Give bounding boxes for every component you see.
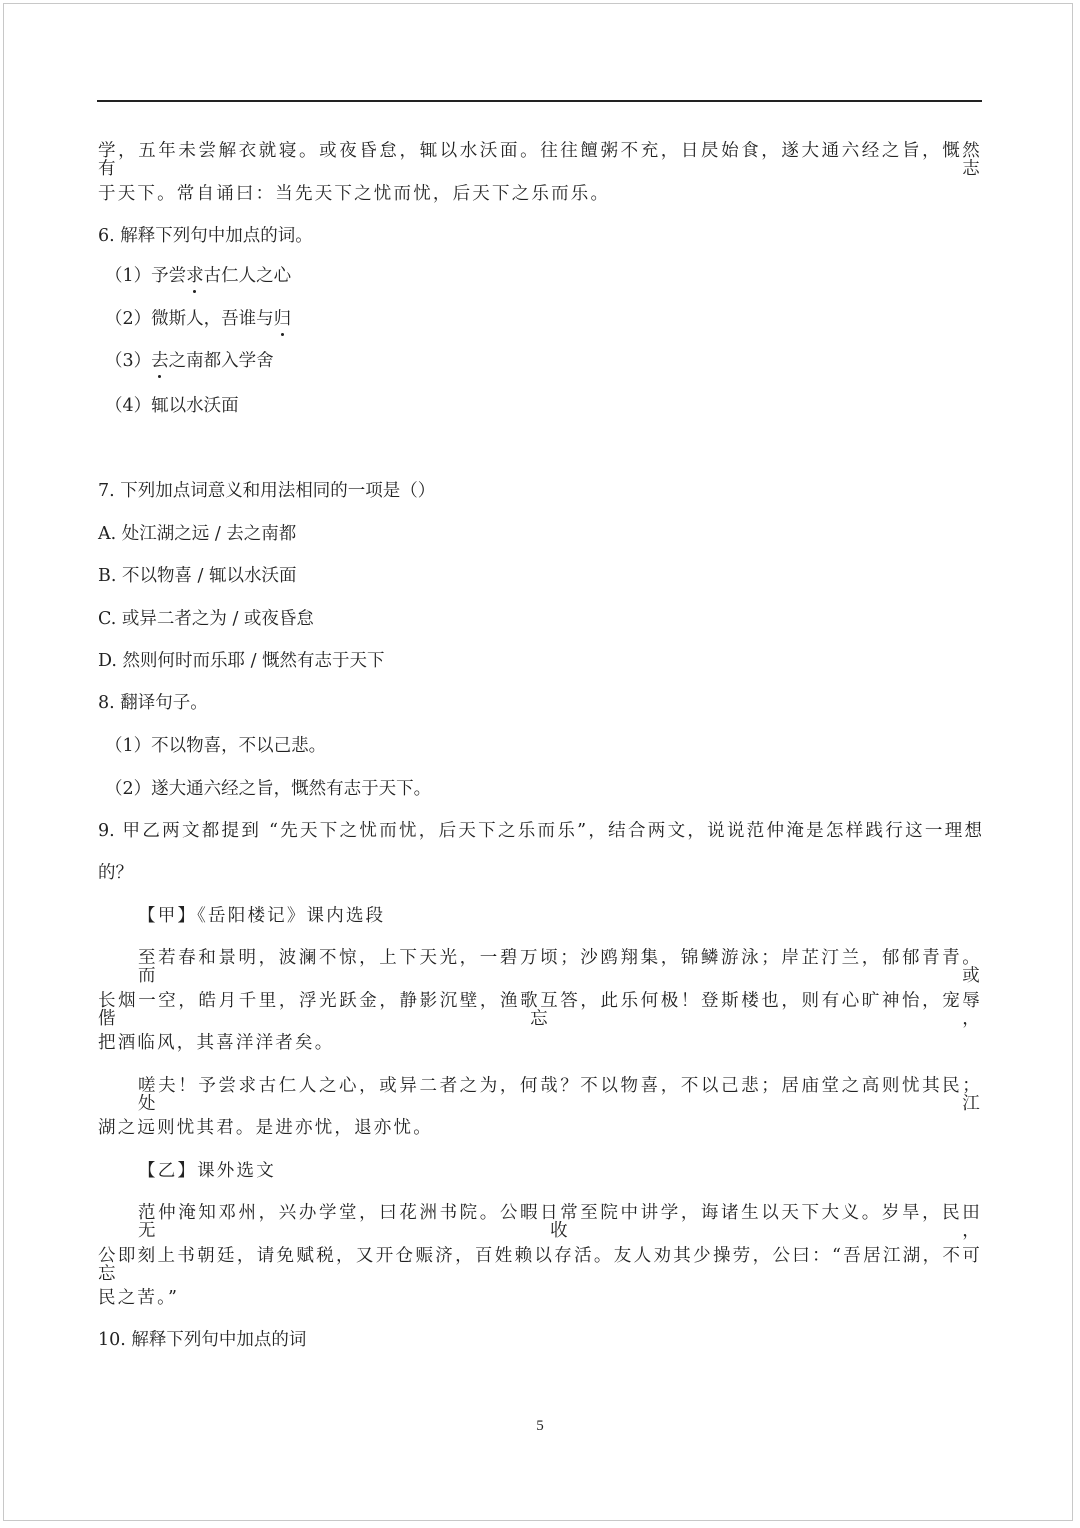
dotted-word: 求 [186, 266, 204, 286]
passage-yi-line-3: 民之苦。” [98, 1288, 180, 1308]
question-6-stem: 6. 解释下列句中加点的词。 [98, 226, 313, 246]
passage-jia-p1-line-1: 至若春和景明，波澜不惊，上下天光，一碧万顷；沙鸥翔集，锦鳞游泳；岸芷汀兰，郁郁青青。而或 [138, 948, 982, 986]
item-text-pre: 予尝 [151, 266, 187, 286]
question-7-option-b: B. 不以物喜 / 辄以水沃面 [98, 566, 297, 586]
item-number: （2） [105, 309, 152, 329]
question-6-item-1 [105, 268, 291, 286]
question-8-item-2: （2）遂大通六经之旨，慨然有志于天下。 [105, 779, 432, 799]
question-7-option-d: D. 然则何时而乐耶 / 慨然有志于天下 [98, 651, 385, 671]
question-6-item-3 [105, 353, 274, 371]
item-number: （1） [105, 266, 152, 286]
passage-continued-line-1: 学，五年未尝解衣就寝。或夜昏怠，辄以水沃面。往往饘粥不充，日昃始食，遂大通六经之旨，慨然有志 [98, 141, 982, 179]
question-7-stem: 7. 下列加点词意义和用法相同的一项是（） [98, 481, 436, 501]
passage-yi-line-2: 公即刻上书朝廷，请免赋税，又开仓赈济，百姓赖以存活。友人劝其少操劳，公曰：“吾居江湖，不可忘 [98, 1246, 982, 1284]
passage-jia-p2-line-1: 嗟夫！予尝求古仁人之心，或异二者之为，何哉？不以物喜，不以己悲；居庙堂之高则忧其民；处江 [138, 1076, 982, 1114]
question-8-item-1: （1）不以物喜，不以己悲。 [105, 736, 327, 756]
item-text-post: 之南都入学舍 [168, 351, 274, 371]
question-7-option-c: C. 或异二者之为 / 或夜昏怠 [98, 609, 314, 629]
dotted-word: 归 [273, 309, 292, 329]
page-number: 5 [536, 1418, 544, 1434]
question-6-item-2 [105, 311, 291, 329]
question-7-option-a: A. 处江湖之远 / 去之南都 [98, 524, 297, 544]
item-text-post: 古仁人之心 [203, 266, 292, 286]
dotted-word: 去 [151, 351, 169, 371]
question-10-stem: 10. 解释下列句中加点的词 [98, 1330, 307, 1350]
item-text-pre: 微斯人，吾谁与 [151, 309, 274, 329]
item-number: （3） [105, 351, 152, 371]
passage-yi-line-1: 范仲淹知邓州，兴办学堂，曰花洲书院。公暇日常至院中讲学，诲诸生以天下大义。岁旱，民田无收， [138, 1203, 982, 1241]
passage-jia-p1-line-2: 长烟一空，皓月千里，浮光跃金，静影沉壁，渔歌互答，此乐何极！登斯楼也，则有心旷神怡，宠辱偕忘， [98, 991, 982, 1029]
question-9-stem-line-2: 的？ [98, 863, 133, 883]
passage-jia-p2-line-2: 湖之远则忧其君。是进亦忧，退亦忧。 [98, 1118, 433, 1138]
item-number: （4） [105, 396, 152, 416]
question-6-item-4 [105, 398, 239, 416]
passage-yi-heading: 【乙】课外选文 [138, 1161, 276, 1181]
passage-continued-line-2: 于天下。常自诵曰：当先天下之忧而忧，后天下之乐而乐。 [98, 184, 611, 204]
question-8-stem: 8. 翻译句子。 [98, 693, 208, 713]
header-rule [97, 100, 982, 102]
passage-jia-heading: 【甲】《岳阳楼记》课内选段 [138, 906, 386, 926]
item-text-pre: 辄以水沃面 [151, 396, 239, 416]
passage-jia-p1-line-3: 把酒临风，其喜洋洋者矣。 [98, 1033, 335, 1053]
question-9-stem-line-1: 9. 甲乙两文都提到 “先天下之忧而忧，后天下之乐而乐”，结合两文，说说范仲淹是怎样践行这一理想 [98, 821, 982, 841]
